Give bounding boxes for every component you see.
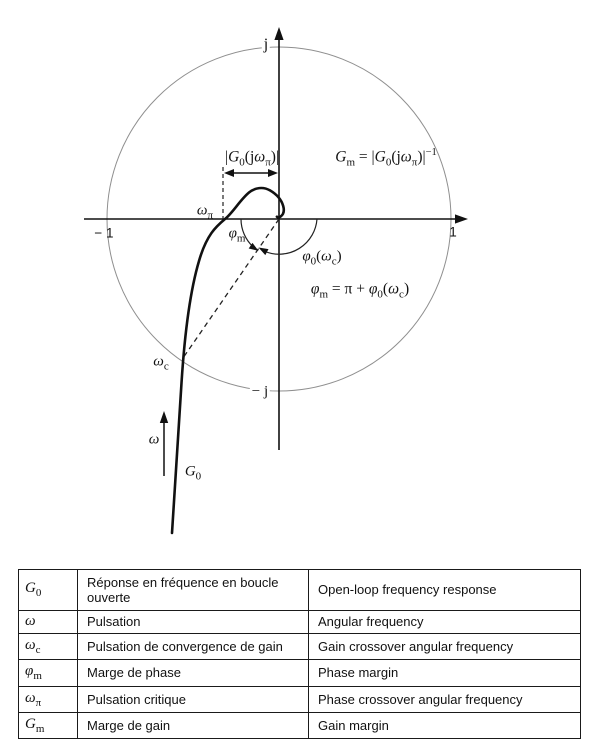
english-term-cell: Phase crossover angular frequency (309, 686, 581, 712)
real-axis-arrowhead (455, 214, 468, 223)
table-row (19, 712, 581, 738)
phase-angle-label: $\varphi_0(\omega_c)$ (302, 248, 342, 268)
table-row (19, 610, 581, 634)
phase-margin-angle-label: $\varphi_m$ (228, 225, 246, 245)
english-term-cell: Angular frequency (309, 610, 581, 634)
english-term-cell: Phase margin (309, 660, 581, 686)
omega-pi-point-label: $\omega_\pi$ (196, 202, 214, 222)
gain-margin-formula: $G_m = |G_0(j\omega_\pi)|^{-1}$ (335, 147, 437, 169)
open-loop-curve-label: $G_0$ (184, 463, 202, 483)
french-term-cell: Pulsation critique (78, 686, 309, 712)
symbol-cell: $\omega_\pi$ (19, 686, 78, 712)
table-row (19, 660, 581, 686)
phase-margin-formula: $\varphi_m = \pi + \varphi_0(\omega_c)$ (310, 280, 410, 301)
magnitude-arrow-right-head (268, 169, 278, 177)
symbol-cell: $\varphi_m$ (19, 660, 78, 686)
imaginary-axis (274, 27, 283, 450)
omega-direction-label: ω (148, 431, 160, 448)
symbol-cell: $\omega_c$ (19, 634, 78, 660)
phase-angle-arc-arrowhead (259, 248, 269, 256)
symbol-cell: $G_m$ (19, 712, 78, 738)
imaginary-axis-label: j (263, 36, 269, 53)
omega-direction-arrow (160, 411, 168, 476)
negative-imaginary-axis-label: − j (251, 383, 269, 400)
table-row (19, 634, 581, 660)
french-term-cell: Marge de phase (78, 660, 309, 686)
imaginary-axis-arrowhead (274, 27, 283, 40)
omega-arrowhead (160, 411, 168, 423)
magnitude-expression: $|G_0(j\omega_\pi)|$ (224, 148, 280, 169)
real-axis-minus-one-label: − 1 (94, 225, 114, 241)
magnitude-arrow-left-head (224, 169, 234, 177)
symbol-cell: $G_0$ (19, 570, 78, 611)
french-term-cell: Réponse en fréquence en boucle ouverte (78, 570, 309, 611)
french-term-cell: Marge de gain (78, 712, 309, 738)
table-row (19, 686, 581, 712)
english-term-cell: Gain margin (309, 712, 581, 738)
table-row (19, 570, 581, 611)
french-term-cell: Pulsation (78, 610, 309, 634)
french-term-cell: Pulsation de convergence de gain (78, 634, 309, 660)
symbol-glossary-table (18, 569, 581, 739)
magnitude-double-arrow (224, 169, 278, 177)
english-term-cell: Open-loop frequency response (309, 570, 581, 611)
omega-c-point-label: $\omega_c$ (153, 353, 169, 373)
real-axis-one-label: 1 (449, 224, 457, 240)
english-term-cell: Gain crossover angular frequency (309, 634, 581, 660)
symbol-cell: ω (19, 610, 78, 634)
